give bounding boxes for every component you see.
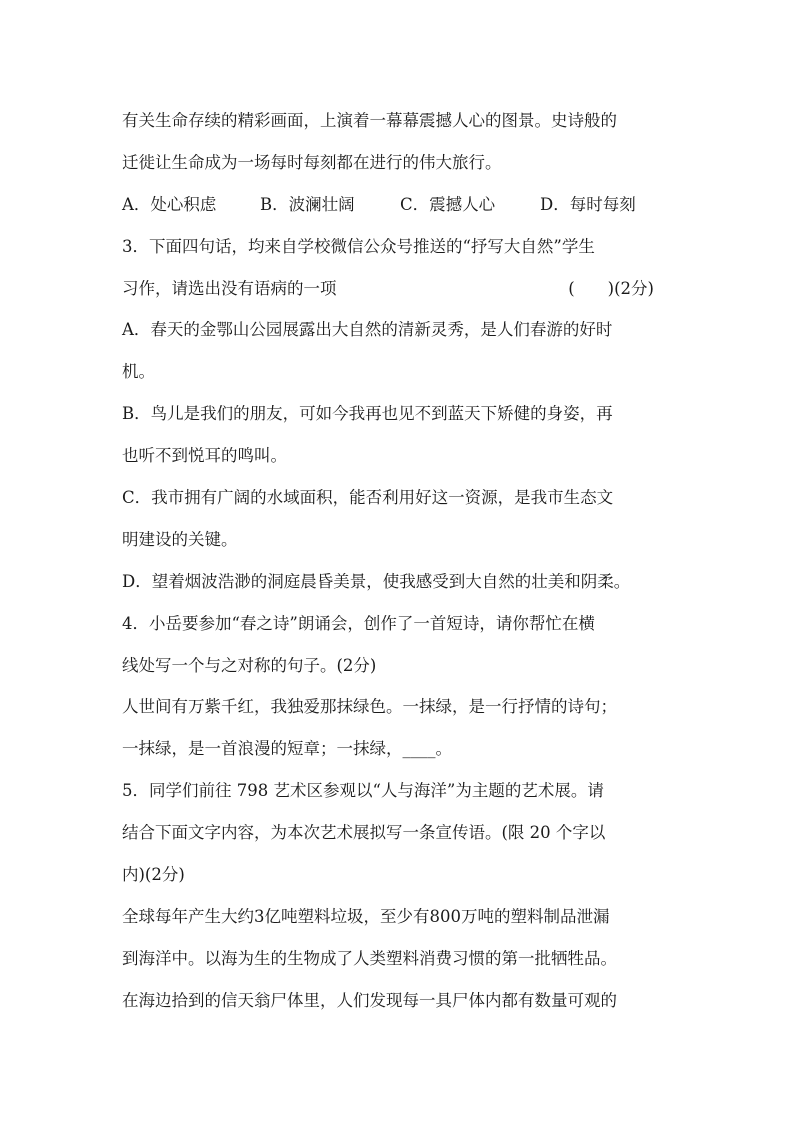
q2-options — [122, 184, 682, 226]
q3-option-a-line-1: A．春天的金鄂山公园展露出大自然的清新灵秀，是人们春游的好时 — [122, 320, 613, 340]
q2-option-b: B．波澜壮阔 — [260, 194, 355, 214]
intro-line-2: 迁徙让生命成为一场每时每刻都在进行的伟大旅行。 — [122, 152, 502, 172]
exam-page — [122, 100, 682, 1022]
q3-option-c-line-2: 明建设的关键。 — [122, 529, 238, 549]
intro-line-1: 有关生命存续的精彩画面，上演着一幕幕震撼人心的图景。史诗般的 — [122, 111, 617, 130]
q5-stem-line-3: 内)(2分) — [122, 865, 185, 885]
q5-passage-line-3: 在海边拾到的信天翁尸体里，人们发现每一具尸体内都有数量可观的 — [122, 990, 617, 1010]
q3-stem-line-1: 3．下面四句话，均来自学校微信公众号推送的“抒写大自然”学生 — [122, 236, 595, 256]
q3-stem-line-2 — [122, 268, 654, 310]
q2-option-d: D．每时每刻 — [540, 194, 636, 214]
q5-stem-line-2: 结合下面文字内容，为本次艺术展拟写一条宣传语。(限 20 个字以 — [122, 823, 606, 843]
q3-stem-text: 习作，请选出没有语病的一项 — [122, 278, 337, 298]
q5-passage-line-2: 到海洋中。以海为生的生物成了人类塑料消费习惯的第一批牺牲品。 — [122, 948, 617, 968]
q2-option-c: C．震撼人心 — [400, 194, 496, 214]
q4-poem-line-2: 一抹绿，是一首浪漫的短章；一抹绿，____。 — [122, 739, 452, 759]
q5-stem-line-1: 5．同学们前往 798 艺术区参观以“人与海洋”为主题的艺术展。请 — [122, 781, 604, 801]
q3-answer-blank: ( )(2分) — [568, 278, 654, 298]
q4-stem-line-1: 4．小岳要参加“春之诗”朗诵会，创作了一首短诗，请你帮忙在横 — [122, 613, 595, 633]
q3-option-b-line-1: B．鸟儿是我们的朋友，可如今我再也见不到蓝天下矫健的身姿，再 — [122, 404, 613, 424]
q3-option-a-line-2: 机。 — [122, 362, 155, 382]
q5-passage-line-1: 全球每年产生大约3亿吨塑料垃圾，至少有800万吨的塑料制品泄漏 — [122, 906, 610, 926]
q3-option-c-line-1: C．我市拥有广阔的水域面积，能否利用好这一资源，是我市生态文 — [122, 488, 614, 508]
q3-option-d: D．望着烟波浩渺的洞庭晨昏美景，使我感受到大自然的壮美和阴柔。 — [122, 571, 631, 591]
q3-option-b-line-2: 也听不到悦耳的鸣叫。 — [122, 446, 287, 466]
q4-stem-line-2: 线处写一个与之对称的句子。(2分) — [122, 655, 377, 675]
q2-option-a: A．处心积虑 — [122, 194, 217, 214]
q4-poem-line-1: 人世间有万紫千红，我独爱那抹绿色。一抹绿，是一行抒情的诗句； — [122, 697, 617, 717]
